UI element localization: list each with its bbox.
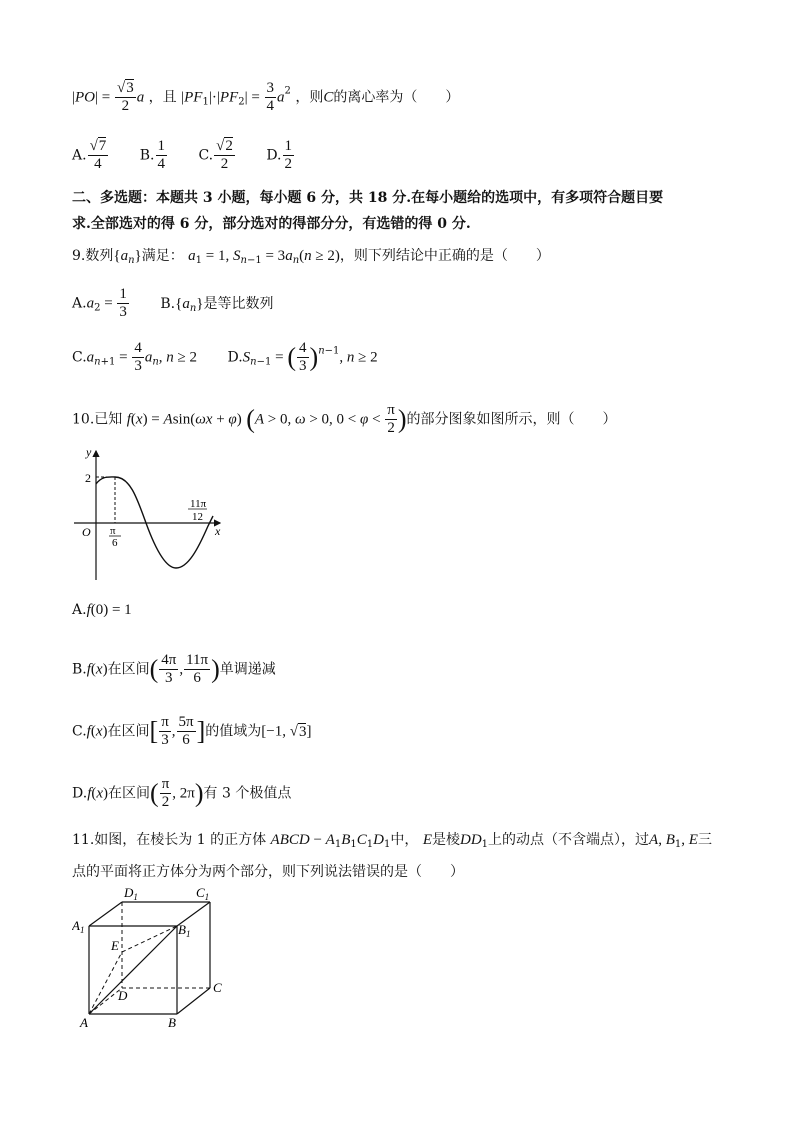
q8-text-and: ，且: [148, 89, 177, 106]
cube-label-e: E: [111, 938, 119, 953]
q10-option-c[interactable]: C.f(x)在区间[ $\frac{\pi}{3}$ , $\frac{5\pi}{6}$ ]的值域为[−1, √3]: [72, 714, 312, 748]
q10-sine-graph: [72, 446, 232, 586]
graph-x-tick-11pi12-den: 12: [192, 511, 203, 523]
q9-text-satisfies: 满足：: [141, 248, 184, 264]
cube-label-a: A: [80, 1015, 88, 1030]
q8-option-b[interactable]: B. $\frac{1}{4}$: [139, 138, 165, 172]
q10-option-a[interactable]: A.f(0) = 1: [72, 602, 132, 618]
q8-text-ask: 的离心率为（ ）: [333, 89, 460, 106]
q11-number: 11.: [72, 832, 95, 848]
q9-option-c[interactable]: $C.a_{n+1}$ = $\frac{4}{3}$ $a_n$, n ≥ 2: [72, 340, 198, 374]
section2-heading-line1: 二、多选题：本题共 3 小题，每小题 6 分，共 18 分.在每小题给的选项中，有多项符合题目要: [72, 190, 664, 206]
q9-option-d[interactable]: $D.S_{n-1}$ = ( $\frac{4}{3}$ )$^{n-1}$, n ≥ 2: [227, 340, 378, 374]
q9-option-b[interactable]: $B.\{a_n\}$是等比数列: [160, 295, 274, 314]
graph-x-tick-pi6-num: π: [110, 525, 116, 537]
cube-label-b1: $B_1$: [178, 922, 191, 939]
q8-option-a[interactable]: A. $\frac{√7}{4}$: [72, 138, 107, 172]
cube-label-c1: $C_1$: [196, 885, 210, 902]
q10-text-ask: 的部分图象如图所示，则（ ）: [406, 411, 617, 428]
q10-stem: 10.已知 f(x) = Asin(ωx + φ) (A > 0, ω > 0, 0 < φ < $\frac{\pi}{2}$ )的部分图象如图所示，则（ ）: [72, 402, 617, 436]
section2-heading-line2: 求.全部选对的得 6 分，部分选对的得部分分，有选错的得 0 分.: [72, 216, 471, 232]
q10-text-given: 已知: [94, 411, 123, 428]
q9-number: 9.: [72, 248, 86, 264]
q11-stem-line1: 11.如图，在棱长为 1 的正方体 ABCD − $A_1B_1C_1D_1$中， E是棱$DD_1$上的动点（不含端点），过A, $B_1$, E三: [72, 832, 712, 850]
q8-text-then: ，则: [295, 89, 324, 106]
cube-label-a1: $A_1$: [72, 918, 85, 935]
graph-origin-label: O: [82, 525, 91, 539]
cube-label-d1: $D_1$: [124, 885, 138, 902]
q11-stem-line2: 点的平面将正方体分为两个部分，则下列说法错误的是（ ）: [72, 864, 464, 880]
q10-option-d[interactable]: D.f(x)在区间( $\frac{\pi}{2}$ , 2π)有 3 个极值点: [72, 776, 292, 810]
graph-x-tick-pi6-den: 6: [112, 537, 118, 549]
graph-y-tick-2: 2: [85, 471, 91, 485]
graph-x-label: x: [215, 524, 221, 538]
cube-label-d: D: [118, 988, 128, 1003]
q9-options-row1: [72, 286, 299, 321]
q8-options: [72, 138, 321, 173]
q9-options-row2: [72, 340, 404, 375]
q9-option-a[interactable]: $A.a_2$ = $\frac{1}{3}$: [72, 286, 127, 320]
q8-option-d[interactable]: D. $\frac{1}{2}$: [266, 138, 292, 172]
q11-cube-figure: [72, 884, 242, 1034]
q9-text-seq: 数列: [85, 248, 114, 264]
q10-option-b[interactable]: B.f(x)在区间( $\frac{4\pi}{3}$ , $\frac{11\pi}{6}$ )单调递减: [72, 652, 276, 686]
q10-number: 10.: [72, 411, 95, 428]
q9-text-ask: ，则下列结论中正确的是（ ）: [339, 248, 550, 264]
graph-x-tick-11pi12-num: 11π: [190, 498, 207, 510]
q8-stem-line: |PO| = $\frac{√3}{2}$ a ，且 $|PF_1|\cdot|PF_2|$ = $\frac{3}{4}$ $a^2$ ，则C的离心率为（ ）: [72, 80, 460, 114]
q9-stem: 9.数列$\{a_n\}$满足： $a_1 = 1$, $S_{n-1} = 3a_n(n \ge 2)$，则下列结论中正确的是（ ）: [72, 248, 550, 266]
q8-option-c[interactable]: C. $\frac{√2}{2}$: [198, 138, 233, 172]
graph-y-label: y: [86, 446, 92, 459]
cube-label-c: C: [213, 980, 222, 995]
cube-label-b: B: [168, 1015, 176, 1030]
